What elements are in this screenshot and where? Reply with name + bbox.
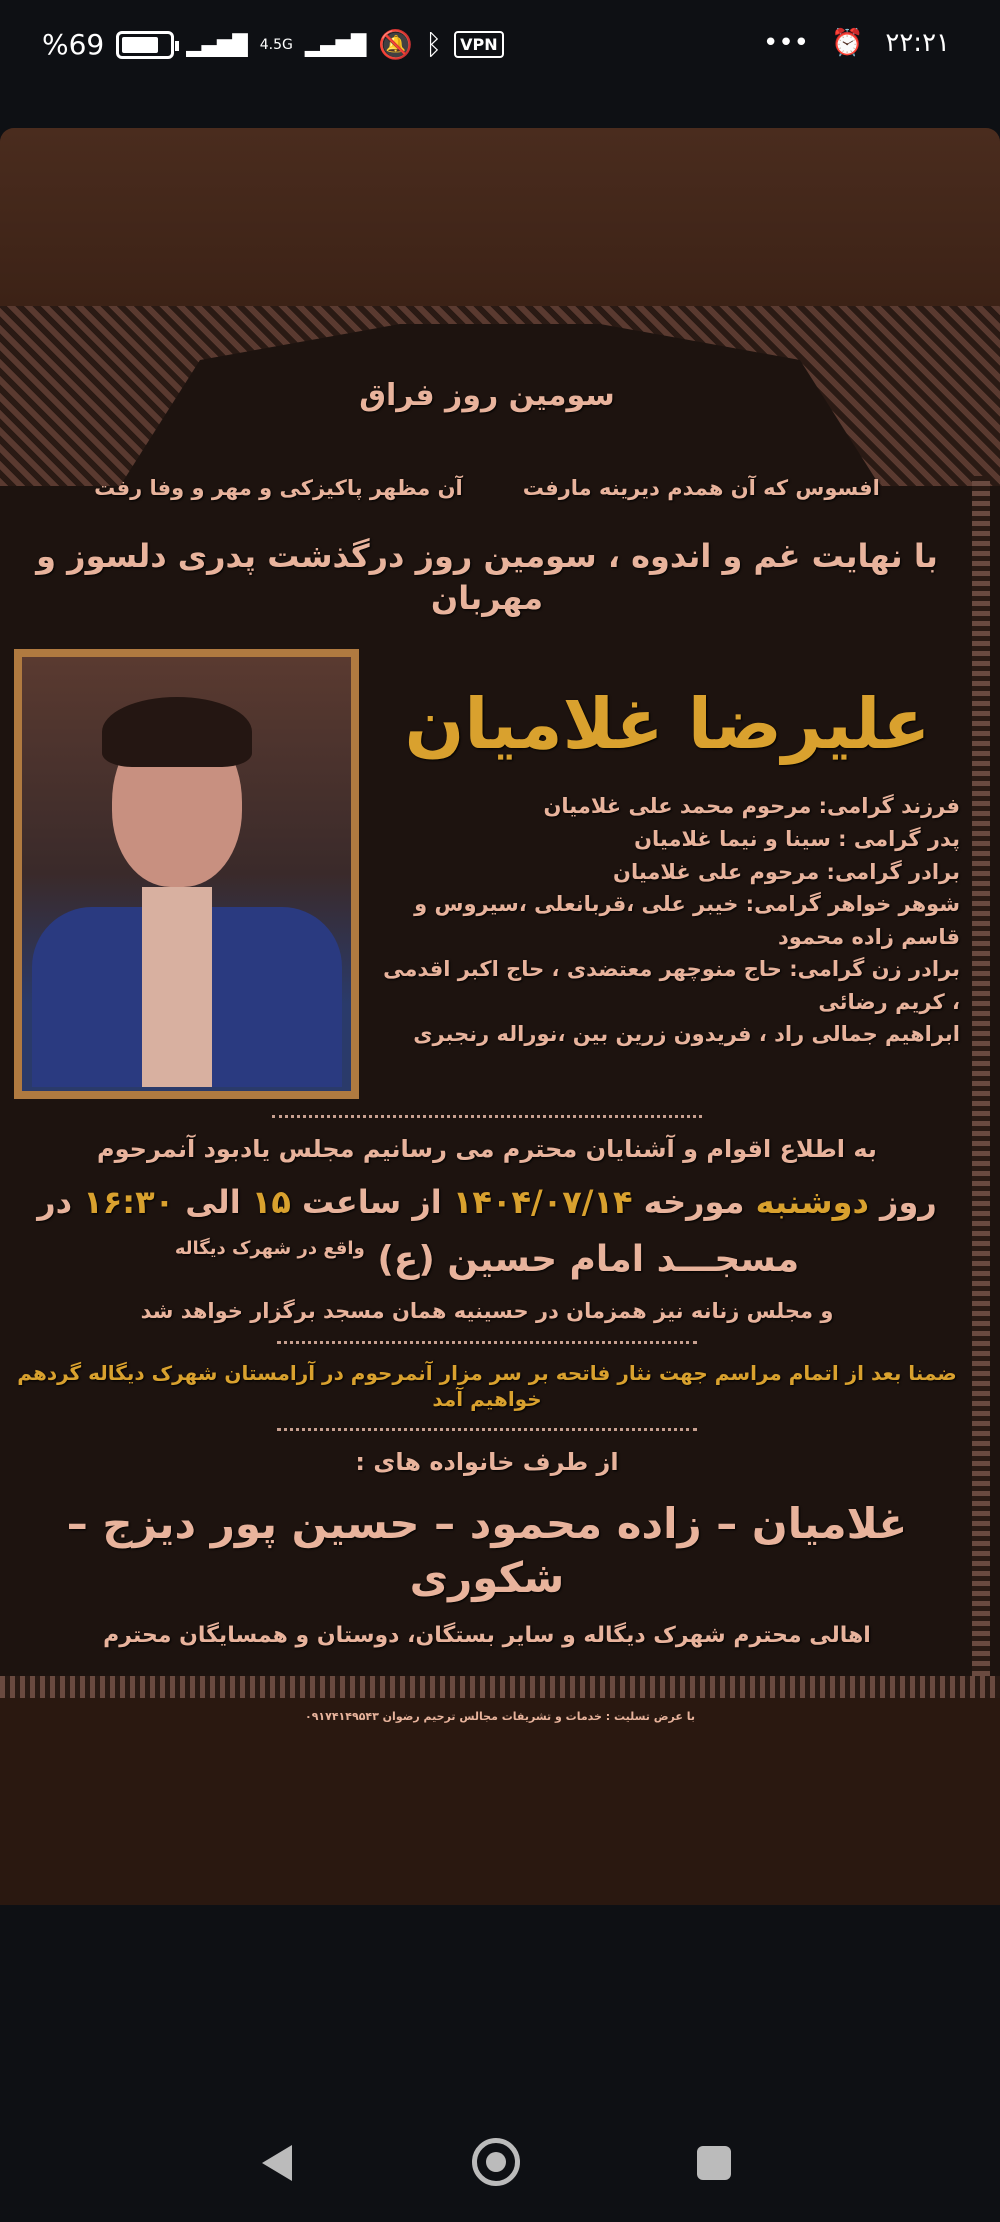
mosque-name: مسجـــد امام حسین (ع)	[377, 1239, 800, 1281]
poster-title: سومین روز فراق	[359, 378, 615, 413]
women-session: و مجلس زنانه نیز همزمان در حسینیه همان مسجد برگزار خواهد شد	[140, 1299, 834, 1324]
date-line	[14, 1182, 960, 1224]
battery-percent: %69	[42, 28, 105, 61]
recents-icon[interactable]	[697, 2146, 731, 2180]
time-end: ۱۶:۳۰	[83, 1182, 175, 1221]
alarm-icon: ⏰	[831, 28, 864, 58]
portrait-photo	[14, 649, 359, 1099]
verse	[14, 475, 960, 502]
family-line: شوهر خواهر گرامی: خیبر علی ،قربانعلی ،سیروس و قاسم زاده محمود	[414, 892, 960, 949]
signal-icon-2: ▂▄▆█	[304, 32, 367, 57]
deceased-name: علیرضا غلامیان	[404, 683, 931, 766]
muted-bell-icon: 🔕	[378, 28, 414, 61]
time-post: در	[37, 1182, 73, 1221]
ornament-border-bottom	[0, 1676, 1000, 1698]
family-line: پدر گرامی : سینا و نیما غلامیان	[634, 827, 960, 852]
status-bar	[0, 0, 1000, 86]
bluetooth-icon: ᛒ	[425, 28, 443, 61]
network-type: 4.5G	[259, 36, 293, 53]
family-line: برادر گرامی: مرحوم علی غلامیان	[613, 859, 960, 884]
verse-right: افسوس که آن همدم دیرینه مارفت	[522, 476, 880, 500]
divider	[277, 1341, 697, 1344]
back-icon[interactable]	[262, 2145, 292, 2181]
intro-line: با نهایت غم و اندوه ، سومین روز درگذشت پدری دلسوز و مهربان	[36, 537, 938, 617]
family-list	[375, 649, 960, 1050]
residents: اهالی محترم شهرک دیگاله و سایر بستگان، دوستان و همسایگان محترم	[103, 1622, 871, 1648]
photo-top-band	[0, 128, 1000, 306]
vpn-icon: VPN	[454, 31, 504, 58]
cemetery-note: ضمنا بعد از اتمام مراسم جهت نثار فاتحه بر سر مزار آنمرحوم در آرامستان شهرک دیگاله گردهم خواهیم آمد	[17, 1361, 957, 1412]
announcement: به اطلاع اقوام و آشنایان محترم می رسانیم مجلس یادبود آنمرحوم	[97, 1135, 877, 1164]
date: ۱۴۰۴/۰۷/۱۴	[452, 1182, 633, 1221]
divider	[272, 1115, 702, 1118]
date-mid: مورخه	[643, 1182, 745, 1221]
clock: ۲۲:۲۱	[885, 28, 950, 58]
family-line: فرزند گرامی: مرحوم محمد علی غلامیان	[543, 794, 960, 819]
mosque-location: واقع در شهرک دیگاله	[174, 1238, 365, 1260]
mosque-line	[14, 1237, 960, 1284]
date-pre: روز	[880, 1182, 937, 1221]
image-viewer[interactable]	[0, 128, 1000, 1905]
navigation-bar	[0, 2100, 1000, 2222]
signal-icon: ▂▄▆█	[186, 32, 248, 57]
family-names: غلامیان – زاده محمود – حسین پور دیزج – شکوری	[66, 1498, 908, 1603]
family-line: برادر زن گرامی: حاج منوچهر معتضدی ، حاج اکبر اقدمی ، کریم رضائی	[383, 957, 960, 1014]
divider	[277, 1428, 697, 1431]
verse-left: آن مظهر پاکیزکی و مهر و وفا رفت	[94, 476, 463, 500]
time-pre: از ساعت	[302, 1182, 442, 1221]
battery-icon	[116, 31, 174, 59]
funeral-poster	[0, 306, 1000, 1698]
portrait-row	[14, 649, 960, 1099]
family-line: ابراهیم جمالی راد ، فریدون زرین بین ،نوراله رنجبری	[413, 1022, 960, 1047]
day: دوشنبه	[755, 1182, 869, 1221]
home-icon[interactable]	[472, 2138, 520, 2186]
credit-line: با عرض تسلیت : خدمات و تشریفات مجالس ترحیم رضوان ۰۹۱۷۴۱۴۹۵۴۳	[304, 1710, 695, 1724]
from-families-label: از طرف خانواده های :	[355, 1448, 619, 1477]
ornament-border-right	[972, 476, 990, 1676]
more-icon: •••	[762, 28, 809, 58]
time-start: ۱۵	[251, 1182, 291, 1221]
time-mid: الی	[185, 1182, 241, 1221]
